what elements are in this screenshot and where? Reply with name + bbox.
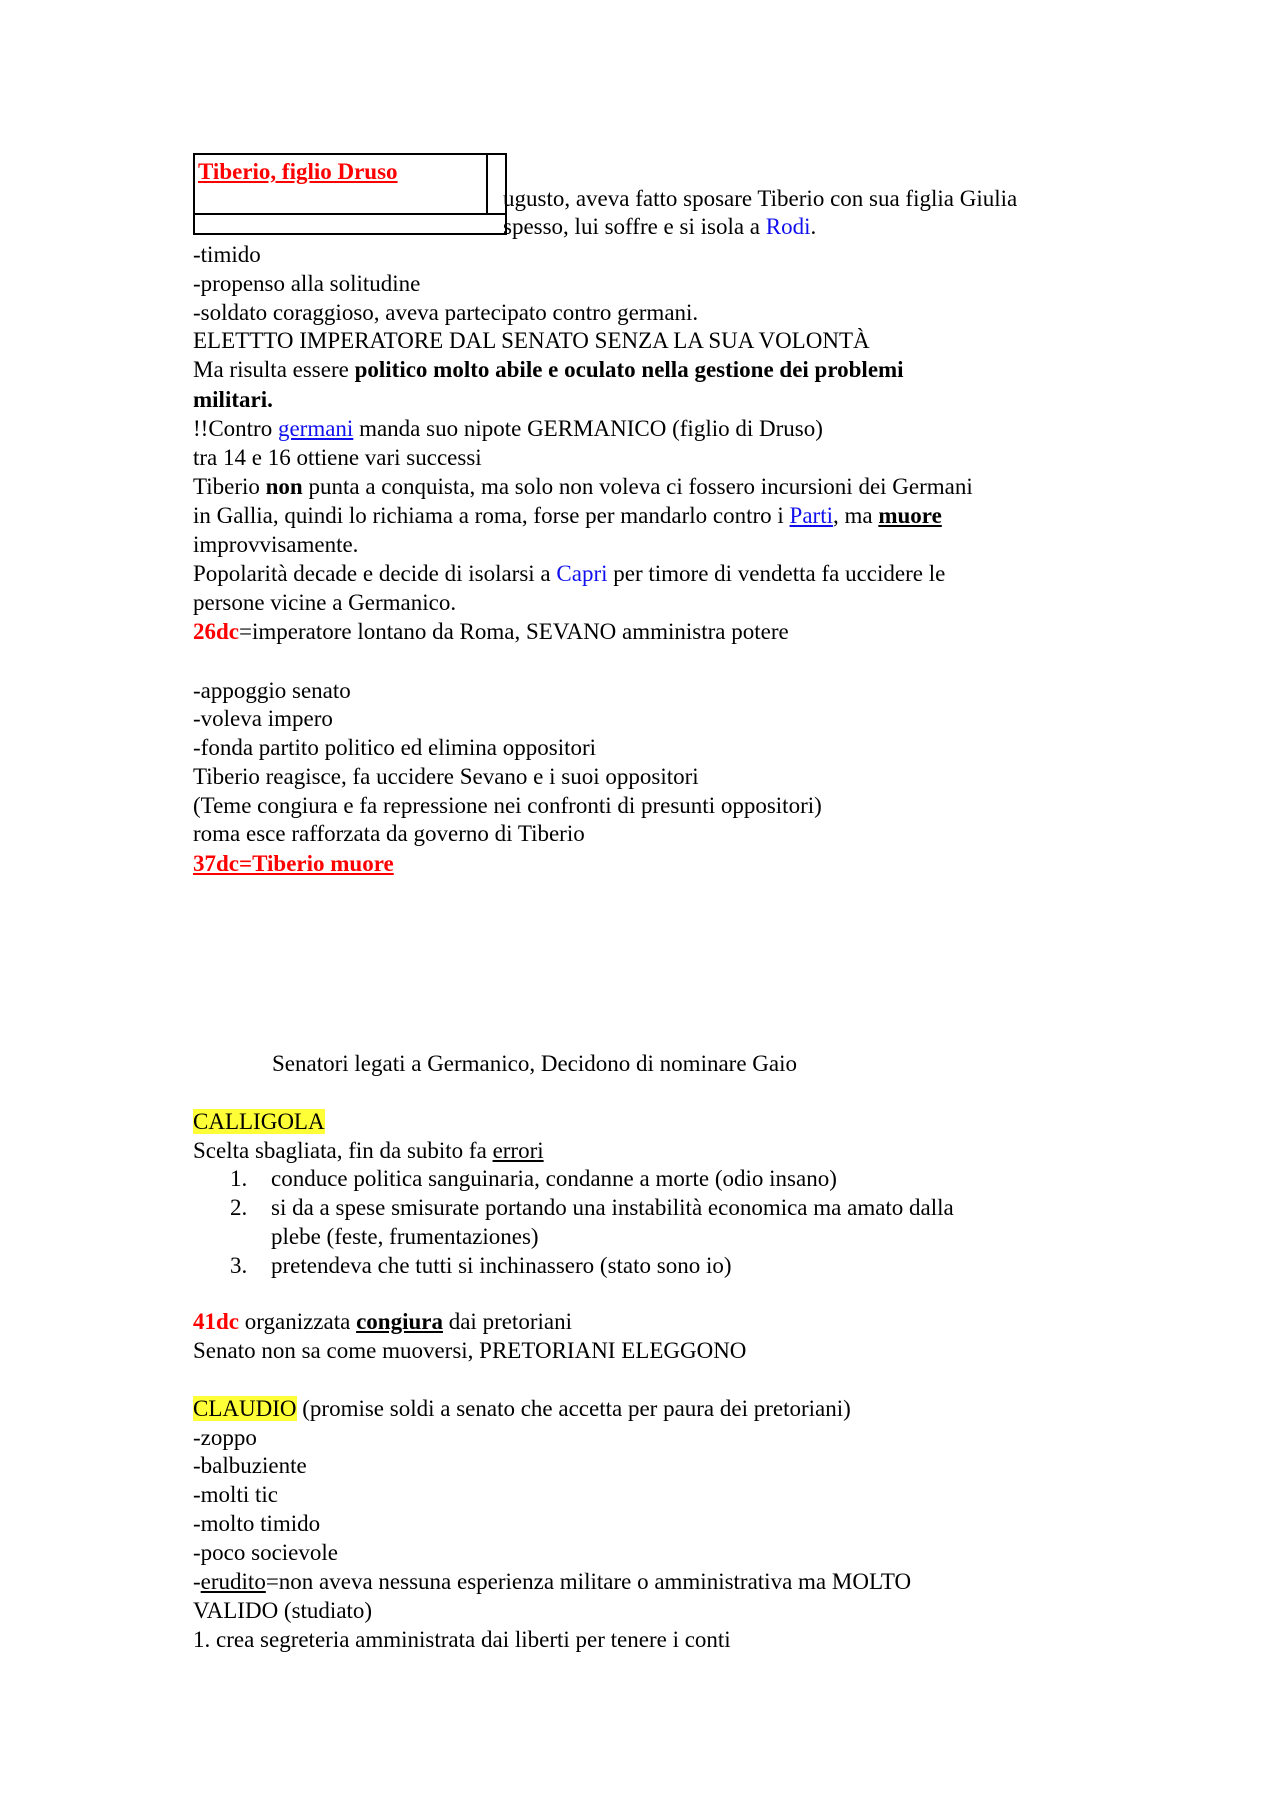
claudio-trait: -zoppo [193,1425,257,1450]
reagisce-line: Tiberio reagisce, fa uccidere Sevano e i suoi oppositori [193,764,699,789]
intro-line-1: ugusto, aveva fatto sposare Tiberio con sua figlia Giulia [503,186,1018,211]
improvv-line: improvvisamente. [193,532,359,557]
death-line: 37dc=Tiberio muore [193,851,394,876]
valido-line: VALIDO (studiato) [193,1598,373,1623]
sevano-line: -fonda partito politico ed elimina oppositori [193,735,597,760]
place-rodi: Rodi [765,214,811,239]
persone-line: persone vicine a Germanico. [193,590,457,615]
claudio-trait: -balbuziente [193,1453,307,1478]
capri-line: Popolarità decade e decide di isolarsi a Capri per timore di vendetta fa uccidere le [193,561,946,586]
trait-line: -propenso alla solitudine [193,271,421,296]
congiura-line: (Teme congiura e fa repressione nei confronti di presunti oppositori) [193,793,822,818]
germanico-line: !!Contro germani manda suo nipote GERMANICO (figlio di Druso) [193,416,823,441]
caligola-heading: CALLIGOLA [193,1109,325,1134]
scelta-line: Scelta sbagliata, fin da subito fa errori [193,1138,544,1163]
claudio-trait: -poco socievole [193,1540,338,1565]
senato-line: Senato non sa come muoversi, PRETORIANI ELEGGONO [193,1338,747,1363]
caption-title: Tiberio, figlio Druso [198,159,398,184]
gallia-line: in Gallia, quindi lo richiama a roma, forse per mandarlo contro i Parti, ma muore [193,503,942,528]
document-page: Tiberio, figlio Druso ugusto, aveva fatto sposare Tiberio con sua figlia Giulia spesso, lui soffre e si isola a Rodi. -timido -propenso alla solitudine -soldato coraggioso, aveva partecipato contro germani. ELETTTO IMPERATORE DAL SENATO SENZA LA SUA VOLONTÀ Ma risulta essere politico molto abile e oculato nella gestione dei problemi militari. !!Contro germani manda suo nipote GERMANICO (figlio di Druso) tra 14 e 16 ottiene vari successi Tiberio non punta a conquista, ma solo non voleva ci fossero incursioni dei Germani in Gallia, quindi lo richiama a roma, forse per mandarlo contro i Parti, ma muore improvvisamente. Popolarità decade e decide di isolarsi a Capri per timore di vendetta fa uccidere le persone vicine a Germanico. 26dc=imperatore lontano da Roma, SEVANO amministra potere -appoggio senato -voleva impero -fonda partito politico ed elimina oppositori Tiberio reagisce, fa uccidere Sevano e i suoi oppositori (Teme congiura e fa repressione nei confronti di presunti oppositori) roma esce rafforzata da governo di Tiberio 37dc=Tiberio muore Senatori legati a Germanico, Decidono di nominare Gaio CALLIGOLA Scelta sbagliata, fin da subito fa errori 1. conduce politica sanguinaria, condanne a morte (odio insano) 2. si da a spese smisurate portando una instabilità economica ma amato dalla plebe (feste, frumentaziones) 3. pretendeva che tutti si inchinassero (stato sono io) 41dc organizzata congiura dai pretoriani Senato non sa come muoversi, PRETORIANI ELEGGONO CLAUDIO (promise soldi a senato che accetta per paura dei pretoriani) -zoppo -balbuziente -molti tic -molto timido -poco socievole -erudito=non aveva nessuna esperienza militare o amministrativa ma MOLTO VALIDO (studiato) 1. crea segreteria amministrata dai liberti per tenere i conti [0,0,1280,1811]
trait-line: -soldato coraggioso, aveva partecipato contro germani. [193,300,699,325]
place-capri: Capri [556,561,608,586]
sevano-line: -voleva impero [193,706,333,731]
elected-line: ELETTTO IMPERATORE DAL SENATO SENZA LA SUA VOLONTÀ [193,328,870,353]
claudio-trait: -molti tic [193,1482,278,1507]
date-41-line: 41dc organizzata congiura dai pretoriani [193,1309,572,1334]
rafforzata-line: roma esce rafforzata da governo di Tiberio [193,821,585,846]
erudito-line: -erudito=non aveva nessuna esperienza militare o amministrativa ma MOLTO [193,1569,912,1594]
sevano-line: -appoggio senato [193,678,351,703]
trait-line: -timido [193,242,261,267]
germani-link[interactable]: germani [277,416,354,441]
segreteria-line: 1. crea segreteria amministrata dai liberti per tenere i conti [193,1627,731,1652]
non-line: Tiberio non punta a conquista, ma solo non voleva ci fossero incursioni dei Germani [193,474,973,499]
parti-link[interactable]: Parti [789,503,833,528]
claudio-heading: CLAUDIO (promise soldi a senato che accetta per paura dei pretoriani) [193,1396,851,1421]
date-26-line: 26dc=imperatore lontano da Roma, SEVANO amministra potere [193,619,789,644]
successi-line: tra 14 e 16 ottiene vari successi [193,445,482,470]
abile-line-2: militari. [193,387,273,412]
abile-line: Ma risulta essere politico molto abile e oculato nella gestione dei problemi [193,357,904,382]
intro-line-2: spesso, lui soffre e si isola a Rodi. [503,214,817,239]
claudio-trait: -molto timido [193,1511,321,1536]
senatori-line: Senatori legati a Germanico, Decidono di nominare Gaio [272,1051,797,1076]
